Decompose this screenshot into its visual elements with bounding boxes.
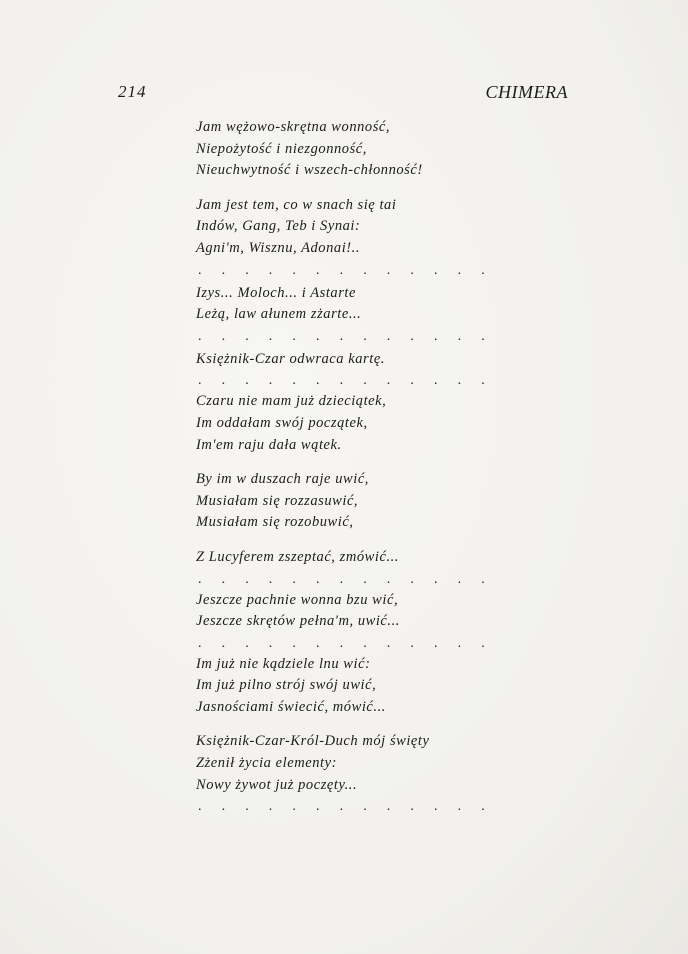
verse-line: Im'em raju dała wątek. [196,436,342,453]
page-number: 214 [118,82,147,101]
stanza-6 [196,469,526,534]
stanza-1 [196,117,526,182]
ellipsis-dots: . . . . . . . . . . . . . [198,373,493,389]
ellipsis-dots: . . . . . . . . . . . . . [198,799,493,815]
verse-line: Czaru nie mam już dzieciątek, [196,393,387,410]
stanza-2 [196,195,526,281]
stanza-gap [196,718,526,731]
verse-line: Niepożytość i niezgonność, [196,140,367,157]
stanza-8 [196,590,526,654]
stanza-3 [196,283,526,347]
verse-line: Agni'm, Wisznu, Adonai!.. [196,239,361,256]
stanza-5 [196,391,526,456]
verse-line: Jeszcze skrętów pełna'm, uwić... [196,613,400,630]
verse-line: Zżenił życia elementy: [196,755,337,772]
verse-line: Im oddałam swój początek, [196,414,368,431]
ellipsis-dots: . . . . . . . . . . . . . [198,328,493,344]
stanza-gap [196,534,526,547]
stanza-gap [196,182,526,195]
verse-line: Nowy żywot już poczęty... [196,776,358,793]
verse-line: Izys... Moloch... i Astarte [196,284,356,301]
stanza-gap [196,456,526,469]
verse-line: Jasnościami świecić, mówić... [196,698,386,715]
poem [196,117,526,817]
verse-line: Jeszcze pachnie wonna bzu wić, [196,591,399,608]
verse-line: Indów, Gang, Teb i Synai: [196,218,361,235]
verse-line: Jam jest tem, co w snach się tai [196,196,397,213]
stanza-10 [196,731,526,817]
stanza-4 [196,349,526,392]
verse-line: Księżnik-Czar odwraca kartę. [196,350,385,367]
ellipsis-dots: . . . . . . . . . . . . . [198,262,493,278]
ellipsis-dots: . . . . . . . . . . . . . [198,571,493,587]
stanza-9 [196,654,526,719]
stanza-7 [196,547,526,590]
verse-line: Im już nie kądziele lnu wić: [196,655,371,672]
verse-line: Z Lucyferem zszeptać, zmówić... [196,548,399,565]
page-header [0,80,688,108]
verse-line: Jam wężowo-skrętna wonność, [196,119,391,135]
ellipsis-dots: . . . . . . . . . . . . . [198,635,493,651]
verse-line: Księżnik-Czar-Król-Duch mój święty [196,733,430,750]
verse-line: By im w duszach raje uwić, [196,471,369,488]
verse-line: Im już pilno strój swój uwić, [196,677,377,694]
verse-line: Leżą, law ałunem zżarte... [196,306,362,323]
verse-line: Musiałam się rozzasuwić, [196,492,359,509]
verse-line: Musiałam się rozobuwić, [196,514,354,531]
running-title: CHIMERA [485,82,568,102]
verse-line: Nieuchwytność i wszech-chłonność! [196,162,423,179]
